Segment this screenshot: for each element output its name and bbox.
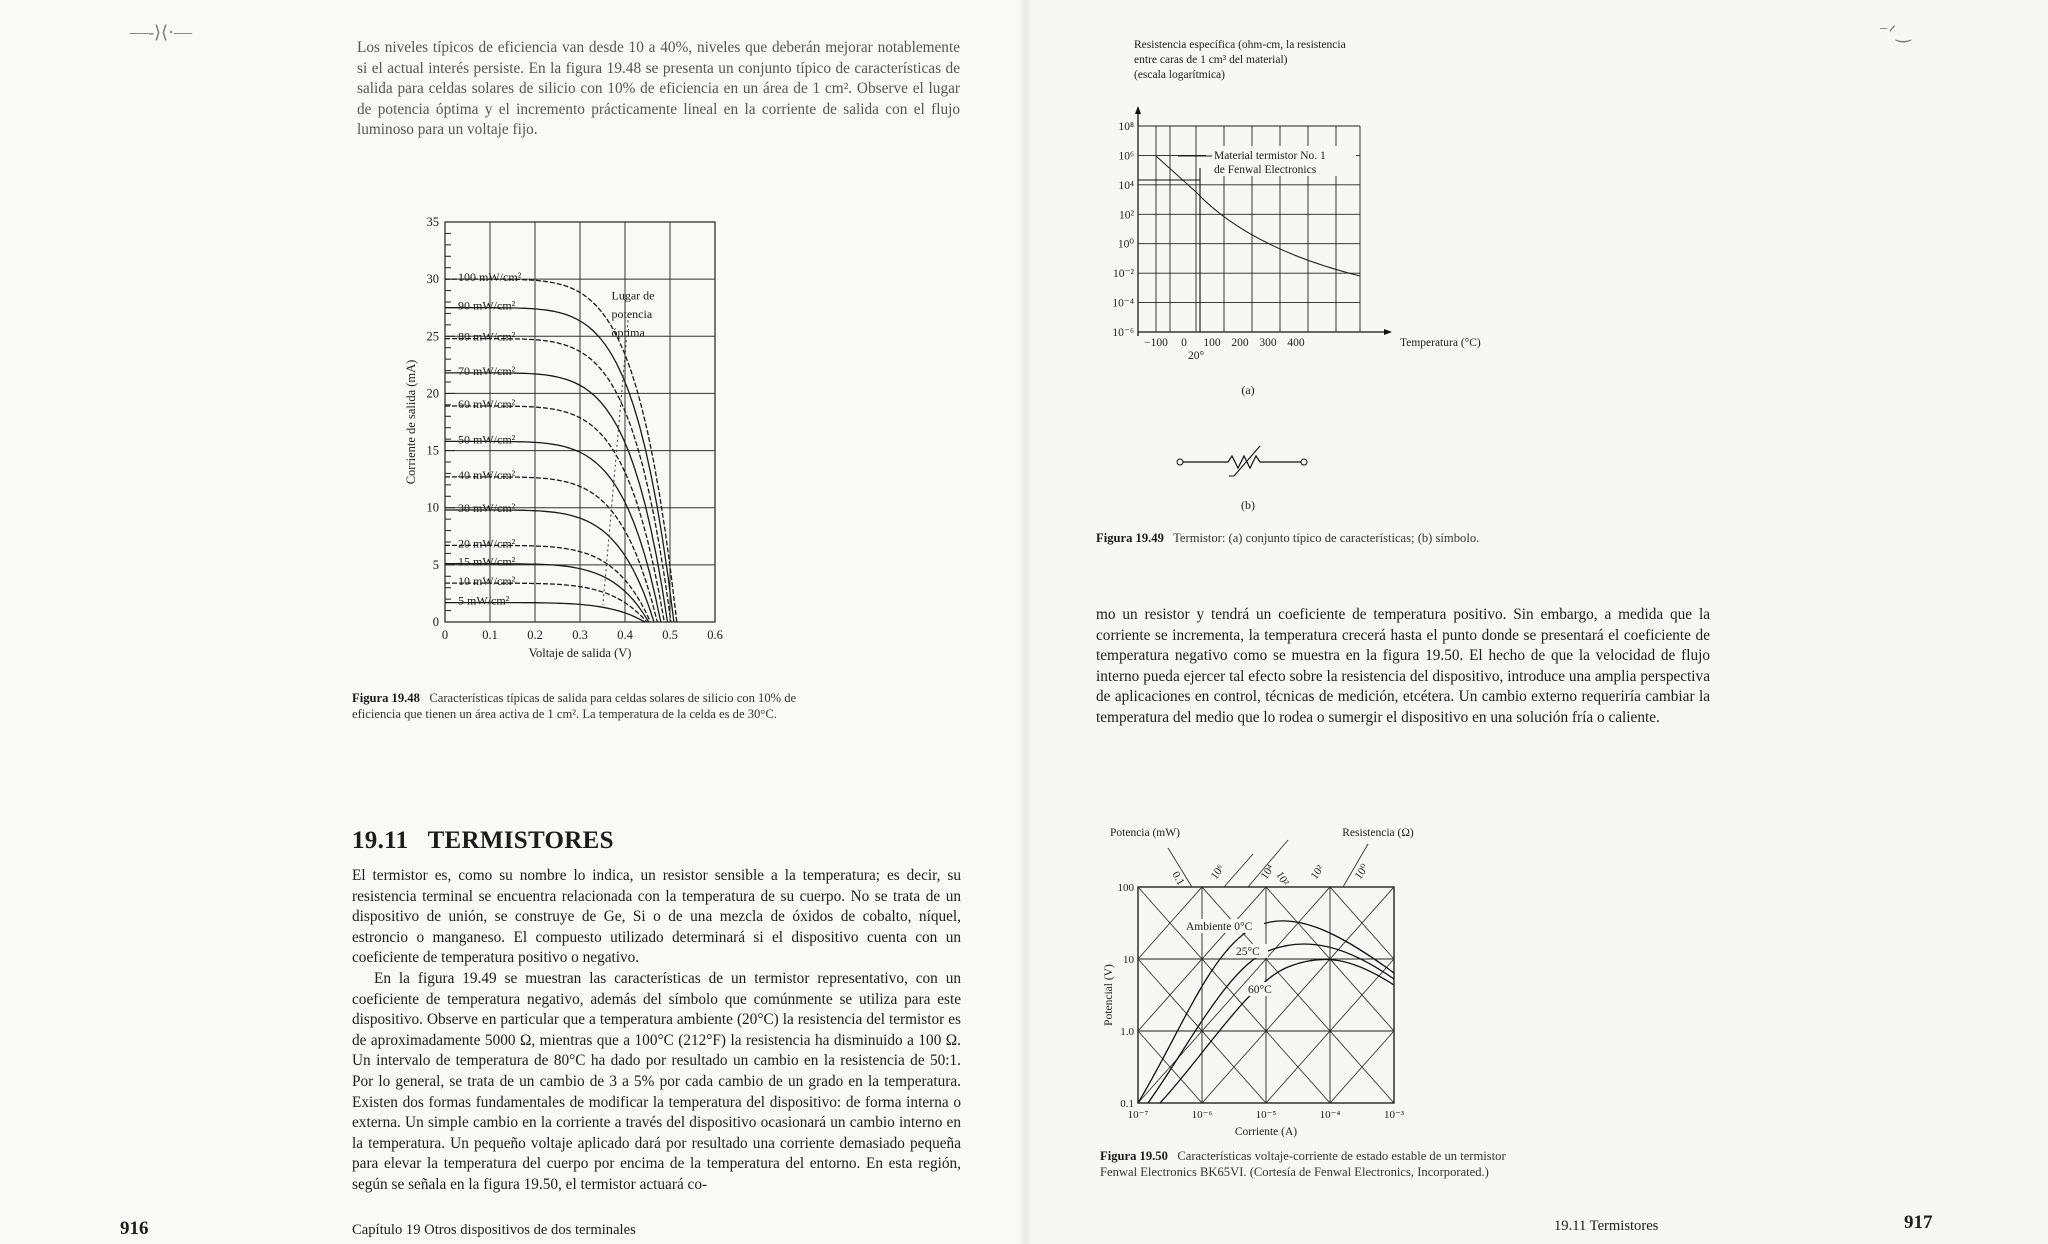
paragraph-1: El termistor es, como su nombre lo indica, un resistor sensible a la temperatura; es decir, su resistencia terminal se encuentra relacionada con la temperatura de su cuerpo. No se trata de un dispositivo de unión, se construye de Ge, Si o de una mezcla de óxidos de cobalto, níquel, estroncio o manganeso. El compuesto utilizado determinará si el dispositivo cuenta con un coeficiente de temperatura positivo o negativo. bbox=[352, 867, 961, 967]
power-diagonal-line bbox=[1394, 887, 1586, 1103]
x-tick-label: 100 bbox=[1203, 337, 1221, 349]
x-tick-label: 300 bbox=[1259, 337, 1277, 349]
series-label: 20 mW/cm² bbox=[458, 536, 516, 551]
x-tick-label: 0.4 bbox=[617, 628, 633, 642]
y-tick-label: 0.1 bbox=[1120, 1098, 1134, 1110]
y-tick-label: 10⁴ bbox=[1118, 179, 1134, 192]
y-axis-label: Potencial (V) bbox=[1103, 964, 1115, 1026]
terminal-right bbox=[1301, 459, 1307, 465]
figure-19-48-caption-text: Características típicas de salida para celdas solares de silicio con 10% de eficiencia que tienen un área activa de 1 cm². La temperatura de la celda es de 30°C. bbox=[352, 691, 797, 721]
figure-19-48-caption bbox=[352, 690, 832, 722]
power-label: 10² bbox=[1273, 869, 1291, 888]
page-number-right: 917 bbox=[1904, 1212, 1933, 1233]
optimum-power-locus bbox=[603, 320, 628, 605]
subfigure-b-label: (b) bbox=[1241, 498, 1255, 512]
terminal-left bbox=[1177, 459, 1183, 465]
x-tick-label: 400 bbox=[1287, 337, 1305, 349]
series-label: 40 mW/cm² bbox=[458, 467, 516, 482]
y-tick-label: 25 bbox=[426, 329, 439, 344]
y-tick-label: 10⁶ bbox=[1118, 150, 1134, 163]
series-label: 90 mW/cm² bbox=[458, 298, 516, 313]
x-tick-label: 10⁻⁷ bbox=[1127, 1109, 1149, 1121]
x-tick-label: 0 bbox=[441, 628, 449, 642]
book-gutter bbox=[1018, 0, 1032, 1244]
series-label: 80 mW/cm² bbox=[458, 329, 516, 344]
section-number: 19.11 bbox=[352, 827, 409, 854]
series-label: 60°C bbox=[1248, 984, 1272, 996]
x-tick-label: 0 bbox=[1181, 337, 1187, 349]
series-label-1: Material termistor No. 1 bbox=[1214, 150, 1326, 162]
figure-19-49-caption bbox=[1096, 530, 1696, 546]
x-tick-label: 10⁻⁶ bbox=[1191, 1109, 1213, 1121]
scan-mark-icon: —‑⟩⟨·— bbox=[130, 22, 193, 42]
y-tick-label: 15 bbox=[426, 443, 439, 458]
section-heading bbox=[352, 827, 614, 855]
figure-19-49-chart bbox=[1100, 36, 1481, 536]
figure-19-48-caption-label: Figura 19.48 bbox=[352, 691, 420, 705]
figure-19-50-caption-text-2: Fenwal Electronics BK65VI. (Cortesía de Fenwal Electronics, Incorporated.) bbox=[1100, 1165, 1489, 1179]
series-label-2: de Fenwal Electronics bbox=[1214, 164, 1317, 176]
y-tick-label: 10⁻² bbox=[1112, 268, 1134, 281]
y-axis-title-line: entre caras de 1 cm³ del material) bbox=[1134, 54, 1288, 66]
y-tick-label: 10⁰ bbox=[1117, 238, 1134, 251]
x-tick-label: 0.3 bbox=[572, 628, 588, 642]
y-axis-title-line: (escala logarítmica) bbox=[1134, 69, 1225, 81]
x-tick-label: −100 bbox=[1144, 337, 1168, 349]
annotation-line-3: óptima bbox=[611, 325, 645, 340]
x-axis-label: Temperatura (°C) bbox=[1400, 337, 1481, 349]
y-axis-title-line: Resistencia específica (ohm-cm, la resistencia bbox=[1134, 39, 1346, 51]
section-title: TERMISTORES bbox=[427, 827, 614, 854]
vi-curve bbox=[1148, 944, 1394, 1103]
y-axis-label: Corriente de salida (mA) bbox=[404, 359, 418, 485]
footer-right: 19.11 Termistores bbox=[1554, 1218, 1659, 1234]
series-label: 70 mW/cm² bbox=[458, 363, 516, 378]
resistance-diagonal-line bbox=[1394, 887, 1586, 1103]
paragraph-2-text: En la figura 19.49 se muestran las características de un termistor representativo, con un coeficiente de temperatura negativo, además del símbolo que comúnmente se utiliza para este dispositivo. Observe en particular que a temperatura ambiente (20°C) la resistencia del termistor es de aproximadamente 5000 Ω, mientras que a 100°C (212°F) la resistencia ha disminuido a 100 Ω. Un intervalo de temperatura de 80°C ha dado por resultado un cambio en la resistencia de 50:1. Por lo general, se trata de un cambio de 3 a 5% por cada cambio de un grado en la temperatura. Existen dos formas fundamentales de modificar la temperatura del dispositivo: de forma interna o externa. Un simple cambio en la corriente a través del dispositivo ocasionará un cambio interno en la temperatura. Un pequeño voltaje aplicado dará por resultado una corriente demasiado pequeña para elevar la temperatura del cuerpo por encima de la temperatura del entorno. En esta región, según se señala en la figura 19.50, el termistor actuará co- bbox=[352, 970, 961, 1193]
y-tick-label: 0 bbox=[432, 615, 439, 629]
y-tick-label: 10⁻⁶ bbox=[1112, 327, 1134, 339]
y-tick-label: 100 bbox=[1117, 882, 1134, 894]
top-right-label: Resistencia (Ω) bbox=[1342, 827, 1414, 839]
x-axis-label: Corriente (A) bbox=[1234, 1126, 1298, 1138]
series-label: 10 mW/cm² bbox=[458, 574, 516, 589]
series-label: 5 mW/cm² bbox=[458, 593, 510, 608]
figure-19-50-caption-text-1: Características voltaje-corriente de estado estable de un termistor bbox=[1177, 1149, 1506, 1163]
x-tick-label: 10⁻⁵ bbox=[1255, 1109, 1277, 1121]
x-tick-label: 0.5 bbox=[662, 628, 678, 642]
y-tick-label: 30 bbox=[426, 272, 439, 287]
top-left-label: Potencia (mW) bbox=[1110, 827, 1180, 839]
y-tick-label: 10⁸ bbox=[1118, 121, 1134, 133]
right-page bbox=[1024, 0, 2048, 1244]
figure-19-48-chart bbox=[395, 205, 755, 665]
x-tick-label: 0.6 bbox=[707, 628, 723, 642]
power-label: 0.1 bbox=[1169, 869, 1187, 888]
resistance-label: 10⁶ bbox=[1208, 862, 1227, 882]
figure-19-50-chart bbox=[1100, 820, 1440, 1140]
y-tick-label: 35 bbox=[426, 215, 439, 229]
series-label: 25°C bbox=[1236, 946, 1260, 958]
figure-19-49-caption-text: Termistor: (a) conjunto típico de características; (b) símbolo. bbox=[1173, 531, 1480, 545]
footer-left: Capítulo 19 Otros dispositivos de dos terminales bbox=[352, 1222, 636, 1238]
resistance-label: 10⁰ bbox=[1352, 862, 1372, 882]
annotation-line-1: Lugar de bbox=[611, 288, 655, 303]
series-label: 60 mW/cm² bbox=[458, 397, 516, 411]
series-label: Ambiente 0°C bbox=[1186, 921, 1253, 933]
x-axis-label: Voltaje de salida (V) bbox=[528, 646, 632, 660]
y-tick-label: 1.0 bbox=[1120, 1026, 1134, 1038]
y-axis-arrow bbox=[1135, 106, 1141, 114]
y-tick-label: 5 bbox=[432, 557, 439, 572]
scan-mark-icon: ⁻ᐟ‿ bbox=[1879, 22, 1911, 42]
x-tick-label: 10⁻⁴ bbox=[1319, 1109, 1341, 1121]
series-label: 50 mW/cm² bbox=[458, 432, 516, 447]
y-tick-label: 10² bbox=[1119, 209, 1134, 222]
resistance-guide-line bbox=[1224, 854, 1253, 887]
x-tick-label: 200 bbox=[1231, 337, 1249, 349]
paragraph-2 bbox=[352, 969, 961, 1196]
resistance-label: 10⁴ bbox=[1258, 862, 1277, 882]
figure-19-50-caption bbox=[1100, 1148, 1620, 1180]
figure-19-49-caption-label: Figura 19.49 bbox=[1096, 531, 1164, 545]
annotation-line-2: potencia bbox=[611, 307, 653, 321]
series-label: 30 mW/cm² bbox=[458, 501, 516, 515]
continuation-paragraph: mo un resistor y tendrá un coeficiente de temperatura positivo. Sin embargo, a medida que la corriente se incrementa, la temperatura crecerá hasta el punto donde se presentará el coeficiente de temperatura negativo como se muestra en la figura 19.50. El hecho de que la velocidad de flujo interno pueda ejercer tal efecto sobre la resistencia del dispositivo, introduce una amplia perspectiva de aplicaciones en control, técnicas de medición, etcétera. Un cambio externo requeriría cambiar la temperatura del medio que lo rodea o sumergir el dispositivo en una solución fría o caliente. bbox=[1096, 606, 1710, 726]
intro-paragraph: Los niveles típicos de eficiencia van desde 10 a 40%, niveles que deberán mejorar notablemente si el actual interés persiste. En la figura 19.48 se presenta un conjunto típico de características de salida para celdas solares de silicio con 10% de eficiencia en un área de 1 cm². Observe el lugar de potencia óptima y el incremento prácticamente lineal en la corriente de salida con el flujo luminoso para un voltaje fijo. bbox=[357, 39, 960, 139]
resistance-label: 10² bbox=[1308, 863, 1327, 882]
series-label: 100 mW/cm² bbox=[458, 270, 522, 285]
subfigure-a-label: (a) bbox=[1241, 383, 1255, 397]
x-tick-label: 10⁻³ bbox=[1383, 1109, 1405, 1121]
y-tick-label: 20 bbox=[426, 386, 439, 401]
x-tick-label: 0.2 bbox=[527, 628, 543, 642]
y-tick-label: 10⁻⁴ bbox=[1112, 297, 1134, 310]
series-label: 15 mW/cm² bbox=[458, 554, 516, 569]
x-extra-label: 20° bbox=[1187, 350, 1205, 362]
figure-19-50-caption-label: Figura 19.50 bbox=[1100, 1149, 1168, 1163]
thermistor-symbol-arrow bbox=[1229, 446, 1260, 476]
y-tick-label: 10 bbox=[1123, 954, 1134, 966]
x-axis-arrow bbox=[1384, 329, 1392, 335]
page-number-left: 916 bbox=[120, 1218, 149, 1239]
y-tick-label: 10 bbox=[426, 500, 439, 515]
x-tick-label: 0.1 bbox=[482, 628, 498, 642]
